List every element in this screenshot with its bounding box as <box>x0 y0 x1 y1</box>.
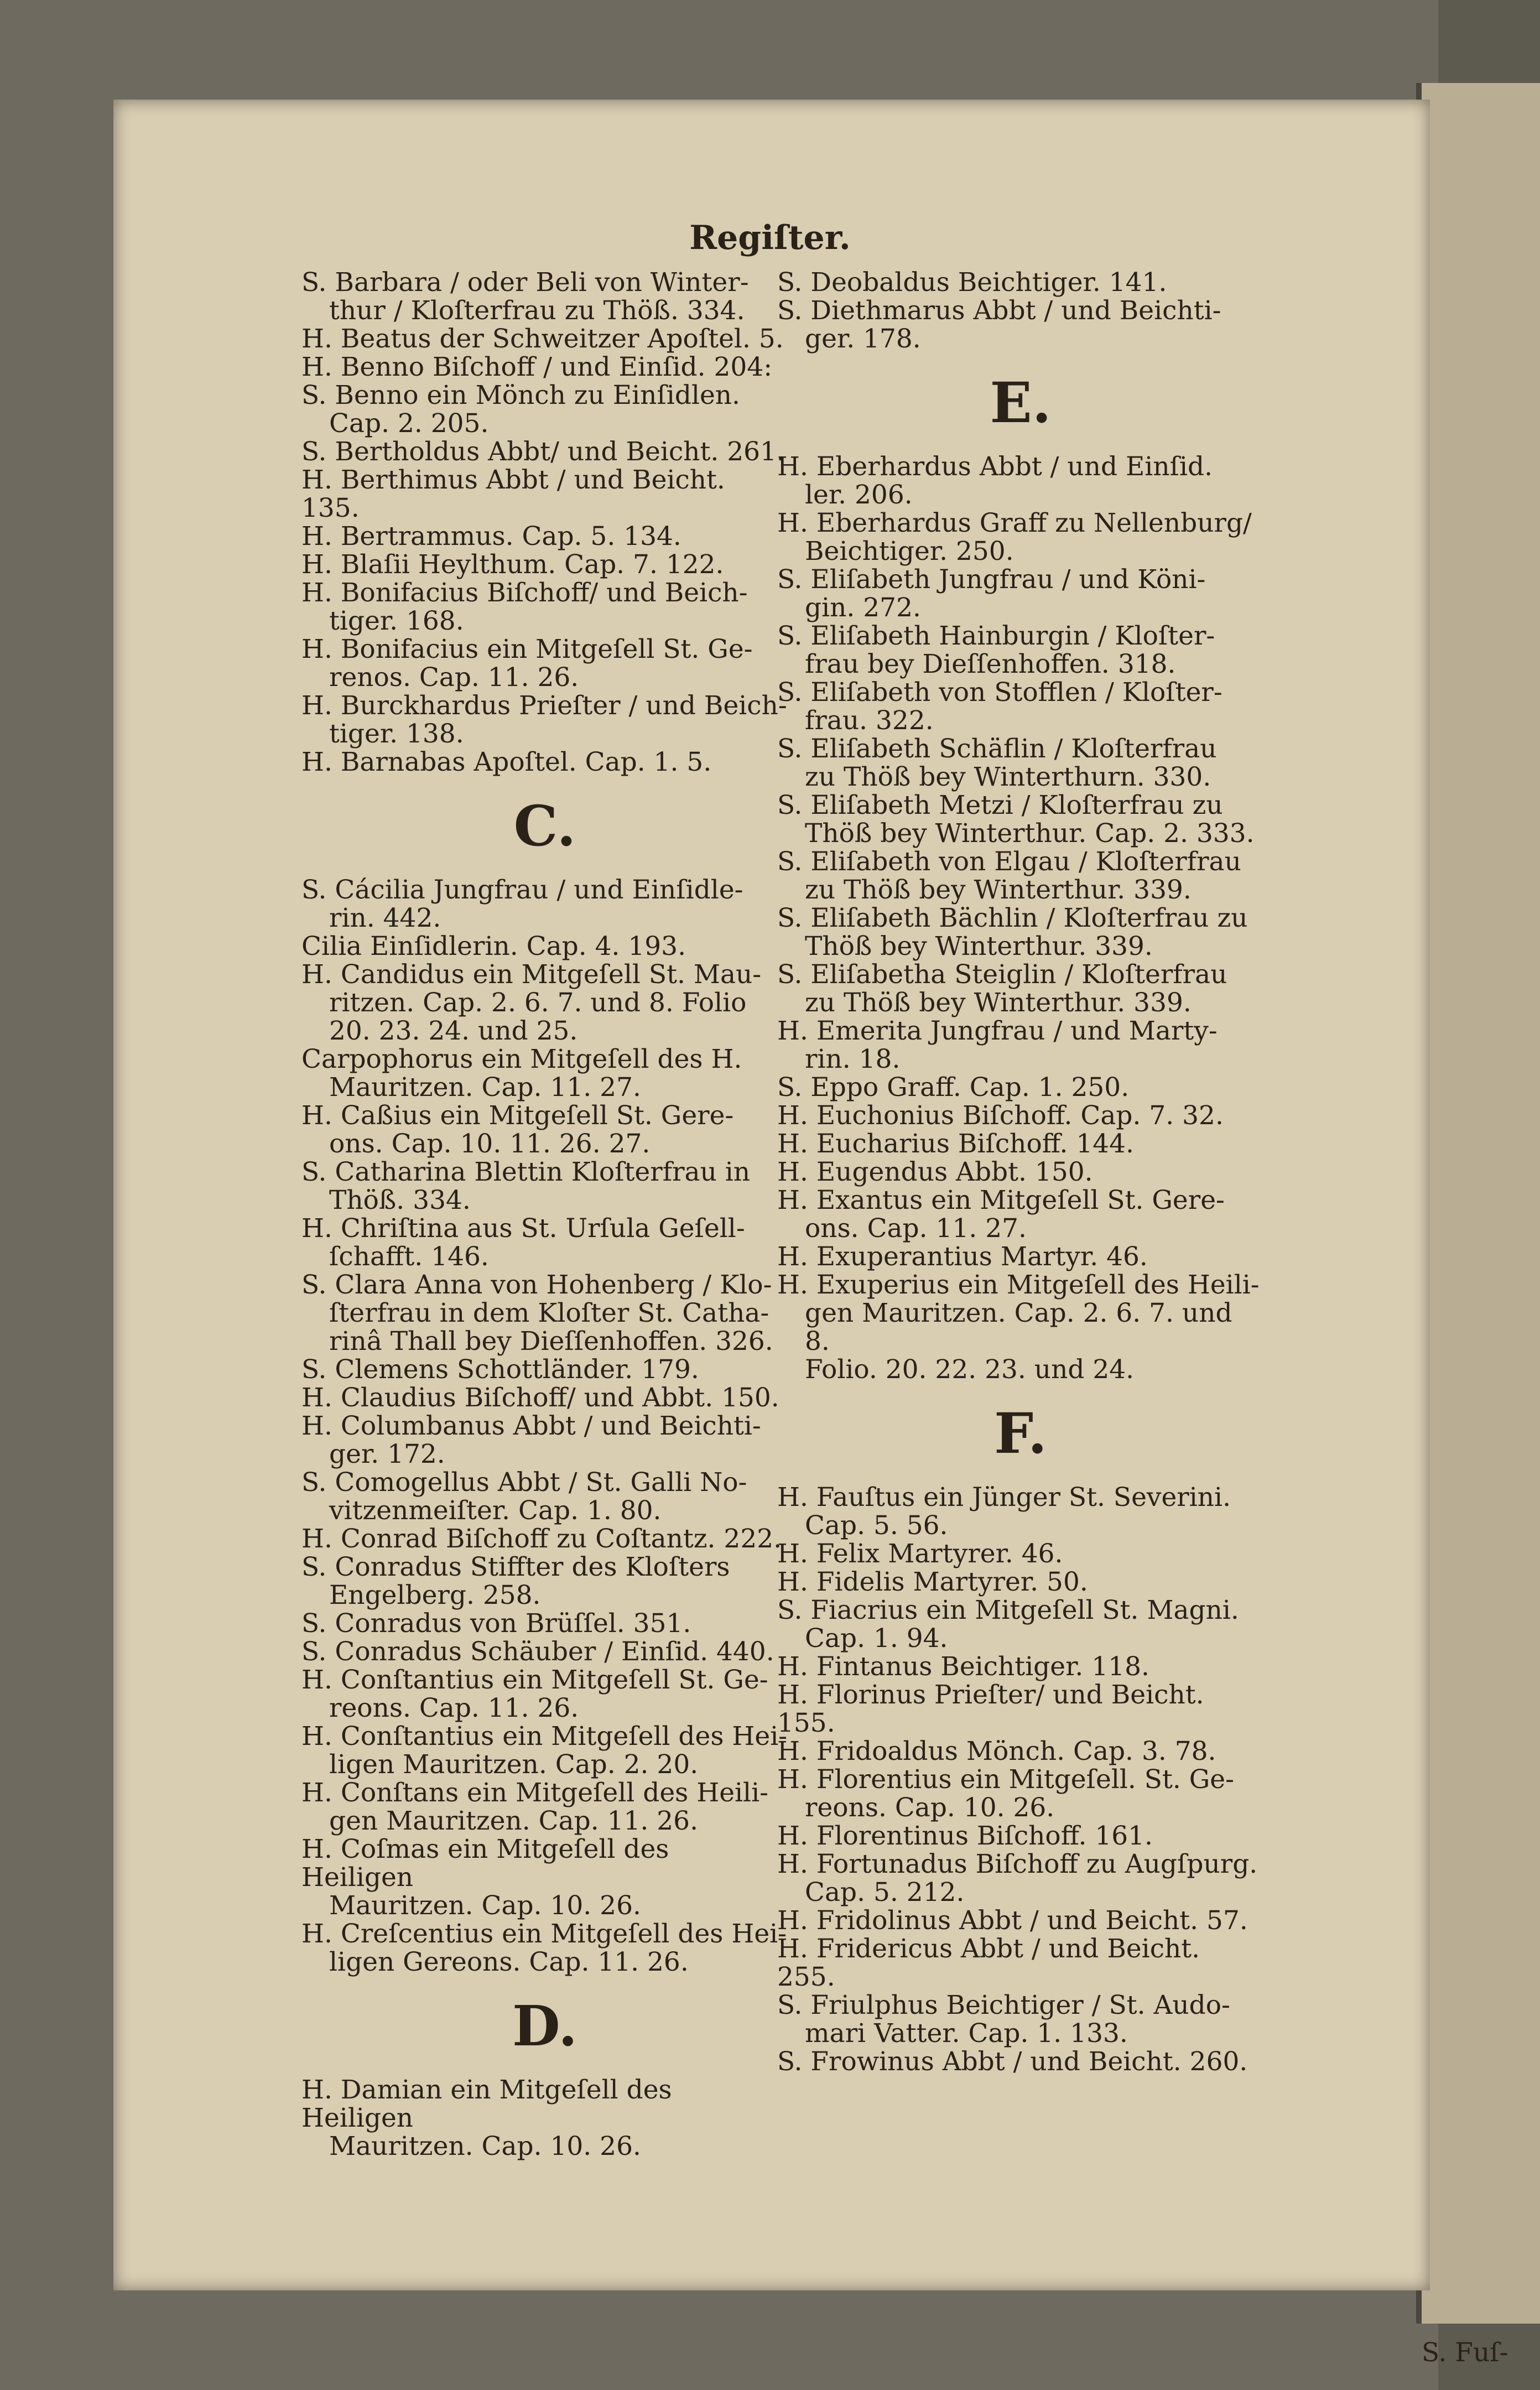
index-entry-line: H. Fridericus Abbt / und Beicht. 255. <box>777 1934 1200 1992</box>
index-entry-line: H. Chriſtina aus St. Urſula Geſell- <box>301 1213 745 1244</box>
index-entry-line: rin. 18. <box>805 1044 901 1074</box>
index-entry-line: H. Exuperius ein Mitgeſell des Heili- <box>777 1270 1260 1300</box>
index-entry-line: gin. 272. <box>805 593 921 623</box>
index-entry-line: H. Fridolinus Abbt / und Beicht. 57. <box>777 1905 1248 1936</box>
index-entry-line: Thöß bey Winterthur. Cap. 2. 333. <box>805 818 1255 849</box>
index-entry-line: H. Columbanus Abbt / und Beichti- <box>301 1411 761 1441</box>
index-entry-line: S. Benno ein Mönch zu Einſidlen. <box>301 380 740 411</box>
index-entry-line: H. Exantus ein Mitgeſell St. Gere- <box>777 1185 1225 1215</box>
index-entry-line: renos. Cap. 11. 26. <box>329 662 579 693</box>
index-entry-line: H. Conrad Biſchoff zu Coſtantz. 222. <box>301 1524 782 1554</box>
index-entry-line: S. Eliſabeth von Stofflen / Kloſter- <box>777 677 1222 708</box>
index-entry-line: S. Fiacrius ein Mitgeſell St. Magni. <box>777 1595 1239 1625</box>
index-entry-line: rin. 442. <box>329 903 441 933</box>
index-entry-line: S. Bertholdus Abbt/ und Beicht. 261. <box>301 437 785 467</box>
index-entry-line: H. Exuperantius Martyr. 46. <box>777 1241 1148 1272</box>
index-entry-line: ler. 206. <box>805 480 913 510</box>
index-entry-line: S. Eliſabeth Hainburgin / Kloſter- <box>777 621 1215 651</box>
index-entry-line: H. Felix Martyrer. 46. <box>777 1539 1063 1569</box>
index-entry-line: S. Cácilia Jungfrau / und Einſidle- <box>301 875 743 905</box>
index-entry-line: H. Conſtantius ein Mitgeſell des Hei- <box>301 1721 788 1752</box>
index-entry-line: Cilia Einſidlerin. Cap. 4. 193. <box>301 931 686 962</box>
index-entry-line: thur / Kloſterfrau zu Thöß. 334. <box>329 295 745 326</box>
index-entry-line: S. Eppo Graff. Cap. 1. 250. <box>777 1072 1130 1103</box>
index-entry-line: Beichtiger. 250. <box>805 536 1014 567</box>
index-entry-line: H. Emerita Jungfrau / und Marty- <box>777 1016 1218 1046</box>
index-entry-line: S. Eliſabeth Jungfrau / und Köni- <box>777 564 1206 595</box>
index-entry-line: zu Thöß bey Winterthur. 339. <box>805 988 1192 1018</box>
index-entry-line: S. Conradus von Brüſſel. 351. <box>301 1608 691 1639</box>
entries-e <box>777 453 1264 1384</box>
entries-f <box>777 1483 1264 2076</box>
index-entry-line: S. Clara Anna von Hohenberg / Klo- <box>301 1270 772 1300</box>
index-entry-line: Thöß. 334. <box>329 1185 471 1215</box>
index-entry-line: H. Barnabas Apoſtel. Cap. 1. 5. <box>301 747 712 777</box>
index-entry-line: S. Clemens Schottländer. 179. <box>301 1354 699 1385</box>
index-entry-line: Cap. 1. 94. <box>805 1623 948 1654</box>
index-entry-line: H. Caßius ein Mitgeſell St. Gere- <box>301 1100 734 1131</box>
index-entry-line: ger. 172. <box>329 1439 445 1469</box>
index-entry-line: gen Mauritzen. Cap. 2. 6. 7. und 8. <box>805 1298 1232 1357</box>
index-entry-line: H. Bonifacius ein Mitgeſell St. Ge- <box>301 634 753 664</box>
index-entry-line: H. Berthimus Abbt / und Beicht. 135. <box>301 465 725 523</box>
index-entry-line: S. Frowinus Abbt / und Beicht. 260. <box>777 2046 1248 2077</box>
index-entry-line: S. Deobaldus Beichtiger. 141. <box>777 267 1167 298</box>
index-entry-line: H. Eberhardus Abbt / und Einſid. <box>777 451 1213 482</box>
index-entry-line: H. Coſmas ein Mitgeſell des Heiligen <box>301 1834 669 1893</box>
index-entry-line: S. Diethmarus Abbt / und Beichti- <box>777 295 1221 326</box>
index-entry-line: zu Thöß bey Winterthur. 339. <box>805 875 1192 905</box>
index-entry-line: Engelberg. 258. <box>329 1580 541 1610</box>
index-entry-line: H. Benno Biſchoff / und Einſid. 204: <box>301 352 773 382</box>
entries-b <box>301 268 788 776</box>
index-entry-line: tiger. 168. <box>329 606 464 636</box>
index-entry-line: H. Conſtantius ein Mitgeſell St. Ge- <box>301 1665 768 1695</box>
index-entry-line: reons. Cap. 10. 26. <box>805 1792 1055 1823</box>
index-entry-line: H. Blaſii Heylthum. Cap. 7. 122. <box>301 549 724 580</box>
index-entry-line: ligen Gereons. Cap. 11. 26. <box>329 1947 689 1977</box>
index-entry-line: frau. 322. <box>805 705 934 736</box>
catchword: S. Fuſ- <box>1422 2337 1508 2368</box>
index-entry-line: H. Euchonius Biſchoff. Cap. 7. 32. <box>777 1100 1224 1131</box>
index-entry-line: frau bey Dieſſenhoffen. 318. <box>805 649 1176 679</box>
index-entry-line: H. Eberhardus Graff zu Nellenburg/ <box>777 508 1252 538</box>
index-entry-line: H. Beatus der Schweitzer Apoſtel. 5. <box>301 324 784 354</box>
index-entry-line: H. Eucharius Biſchoff. 144. <box>777 1129 1134 1159</box>
index-entry-line: S. Eliſabeth Metzi / Kloſterfrau zu <box>777 790 1223 820</box>
index-entry-line: tiger. 138. <box>329 719 464 749</box>
index-entry-line: H. Fortunadus Biſchoff zu Augſpurg. <box>777 1849 1258 1879</box>
index-entry-line: 20. 23. 24. und 25. <box>329 1016 578 1046</box>
index-entry-line: H. Florentinus Biſchoff. 161. <box>777 1821 1153 1851</box>
index-entry-line: S. Catharina Blettin Kloſterfrau in <box>301 1157 751 1187</box>
index-entry-line: H. Fidelis Martyrer. 50. <box>777 1567 1088 1597</box>
index-entry-line: S. Eliſabeth von Elgau / Kloſterfrau <box>777 846 1241 877</box>
index-entry-line: Mauritzen. Cap. 10. 26. <box>329 2131 641 2162</box>
index-entry-line: Cap. 2. 205. <box>329 408 489 439</box>
index-entry-line: H. Damian ein Mitgeſell des Heiligen <box>301 2075 672 2133</box>
index-entry-line: H. Fauſtus ein Jünger St. Severini. <box>777 1482 1231 1513</box>
index-entry-line: H. Creſcentius ein Mitgeſell des Hei- <box>301 1919 787 1949</box>
index-entry-line: vitzenmeiſter. Cap. 1. 80. <box>329 1495 662 1526</box>
page-title: Regiſter. <box>689 219 851 257</box>
index-entry-line: H. Claudius Biſchoff/ und Abbt. 150. <box>301 1383 779 1413</box>
index-entry-line: S. Eliſabeth Schäflin / Kloſterfrau <box>777 734 1217 764</box>
index-entry-line: S. Eliſabetha Steiglin / Kloſterfrau <box>777 959 1227 990</box>
index-entry-line: rinâ Thall bey Dieſſenhoffen. 326. <box>329 1326 773 1357</box>
index-entry-line: S. Friulphus Beichtiger / St. Audo- <box>777 1990 1230 2020</box>
index-entry-line: S. Comogellus Abbt / St. Galli No- <box>301 1467 747 1498</box>
entries-d-right <box>777 268 1264 353</box>
index-entry-line: H. Fridoaldus Mönch. Cap. 3. 78. <box>777 1736 1216 1766</box>
index-entry-line: ons. Cap. 10. 11. 26. 27. <box>329 1129 651 1159</box>
index-entry-line: H. Bonifacius Biſchoff/ und Beich- <box>301 578 748 608</box>
index-entry-line: ligen Mauritzen. Cap. 2. 20. <box>329 1749 699 1780</box>
index-entry-line: Mauritzen. Cap. 10. 26. <box>329 1890 641 1921</box>
section-letter-e: E. <box>990 370 1052 435</box>
index-entry-line: H. Florentius ein Mitgeſell. St. Ge- <box>777 1764 1234 1795</box>
index-entry-line: Thöß bey Winterthur. 339. <box>805 931 1153 962</box>
index-entry-line: H. Eugendus Abbt. 150. <box>777 1157 1093 1187</box>
index-entry-line: H. Candidus ein Mitgeſell St. Mau- <box>301 959 762 990</box>
index-entry-line: H. Burckhardus Prieſter / und Beich- <box>301 690 787 721</box>
index-entry-line: Folio. 20. 22. 23. und 24. <box>805 1354 1135 1385</box>
index-entry-line: S. Eliſabeth Bächlin / Kloſterfrau zu <box>777 903 1248 933</box>
index-entry-line: S. Barbara / oder Beli von Winter- <box>301 267 749 298</box>
section-letter-d: D. <box>512 1993 578 2059</box>
index-entry-line: S. Conradus Schäuber / Einſid. 440. <box>301 1636 774 1667</box>
index-entry-line: Carpophorus ein Mitgeſell des H. <box>301 1044 742 1074</box>
index-entry-line: Cap. 5. 212. <box>805 1877 965 1908</box>
index-entry-line: gen Mauritzen. Cap. 11. 26. <box>329 1806 699 1836</box>
index-entry-line: ger. 178. <box>805 324 921 354</box>
index-entry-line: H. Florinus Prieſter/ und Beicht. 155. <box>777 1680 1204 1738</box>
index-entry-line: H. Bertrammus. Cap. 5. 134. <box>301 521 681 552</box>
index-entry-line: zu Thöß bey Winterthurn. 330. <box>805 762 1211 792</box>
right-column <box>777 268 1264 2076</box>
index-entry-line: S. Conradus Stiffter des Kloſters <box>301 1552 730 1582</box>
facing-page-edge <box>1416 83 1540 2324</box>
index-entry-line: ritzen. Cap. 2. 6. 7. und 8. Folio <box>329 988 747 1018</box>
index-entry-line: ons. Cap. 11. 27. <box>805 1213 1027 1244</box>
entries-d-left <box>301 2076 788 2160</box>
index-entry-line: reons. Cap. 11. 26. <box>329 1693 579 1723</box>
left-column <box>301 268 788 2160</box>
index-entry-line: mari Vatter. Cap. 1. 133. <box>805 2018 1128 2049</box>
section-letter-f: F. <box>994 1401 1047 1466</box>
index-entry-line: Mauritzen. Cap. 11. 27. <box>329 1072 641 1103</box>
index-entry-line: ſterfrau in dem Kloſter St. Catha- <box>329 1298 769 1328</box>
index-entry-line: H. Fintanus Beichtiger. 118. <box>777 1651 1149 1682</box>
index-entry-line: ſchafft. 146. <box>329 1241 489 1272</box>
index-entry-line: H. Conſtans ein Mitgeſell des Heili- <box>301 1778 768 1808</box>
index-entry-line: Cap. 5. 56. <box>805 1510 948 1541</box>
section-letter-c: C. <box>513 793 576 859</box>
entries-c <box>301 876 788 1976</box>
